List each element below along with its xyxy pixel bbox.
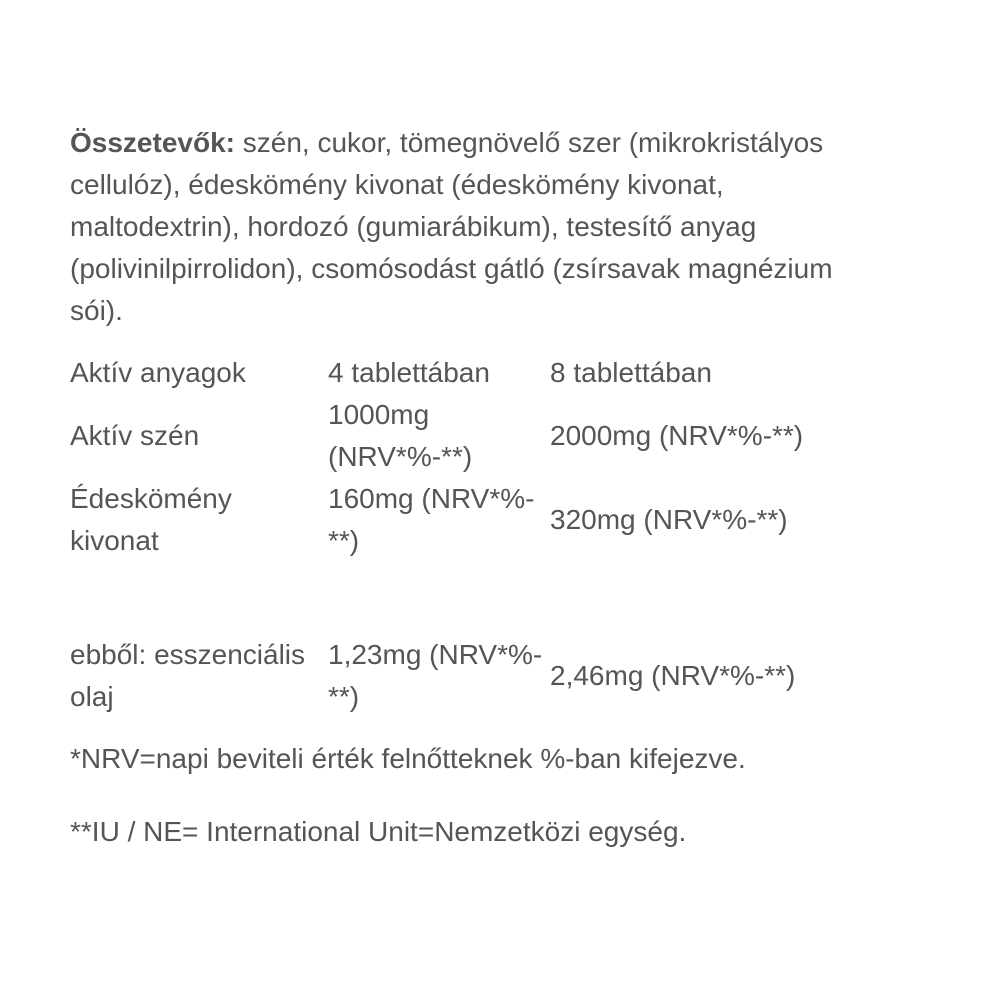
header-active-substances: Aktív anyagok xyxy=(70,357,246,388)
row-name-activated-carbon: Aktív szén xyxy=(70,420,200,451)
active-ingredients-table xyxy=(70,352,810,718)
header-4-tablets: 4 tablettában xyxy=(328,357,490,388)
row-value-4-tablets: 1,23mg (NRV*%-**) xyxy=(328,639,543,712)
product-details xyxy=(70,122,870,853)
table-row xyxy=(70,634,810,718)
ingredients-label: Összetevők: xyxy=(70,127,235,158)
table-header-row xyxy=(70,352,810,394)
header-8-tablets: 8 tablettában xyxy=(550,357,712,388)
row-value-8-tablets: 2000mg (NRV*%-**) xyxy=(550,420,804,451)
row-value-4-tablets: 160mg (NRV*%-**) xyxy=(328,483,535,556)
ingredients-text: szén, cukor, tömegnövelő szer (mikrokristályos cellulóz), édeskömény kivonat (édeskömény kivonat, maltodextrin), hordozó (gumiarábikum), testesítő anyag (polivinilpirrolidon), csomósodást gátló (zsírsavak magnézium sói). xyxy=(70,127,833,326)
row-name-essential-oil: ebből: esszenciális olaj xyxy=(70,639,306,712)
table-row xyxy=(70,478,810,562)
row-value-8-tablets: 2,46mg (NRV*%-**) xyxy=(550,660,796,691)
row-name-fennel-extract: Édeskömény kivonat xyxy=(70,483,232,556)
footnote-iu: **IU / NE= International Unit=Nemzetközi egység. xyxy=(70,816,687,847)
ingredients-paragraph xyxy=(70,122,870,332)
table-spacer-row xyxy=(70,562,810,634)
row-value-8-tablets: 320mg (NRV*%-**) xyxy=(550,504,788,535)
row-value-4-tablets: 1000mg (NRV*%-**) xyxy=(328,399,473,472)
table-row xyxy=(70,394,810,478)
footnote-nrv: *NRV=napi beviteli érték felnőtteknek %-ban kifejezve. xyxy=(70,743,746,774)
